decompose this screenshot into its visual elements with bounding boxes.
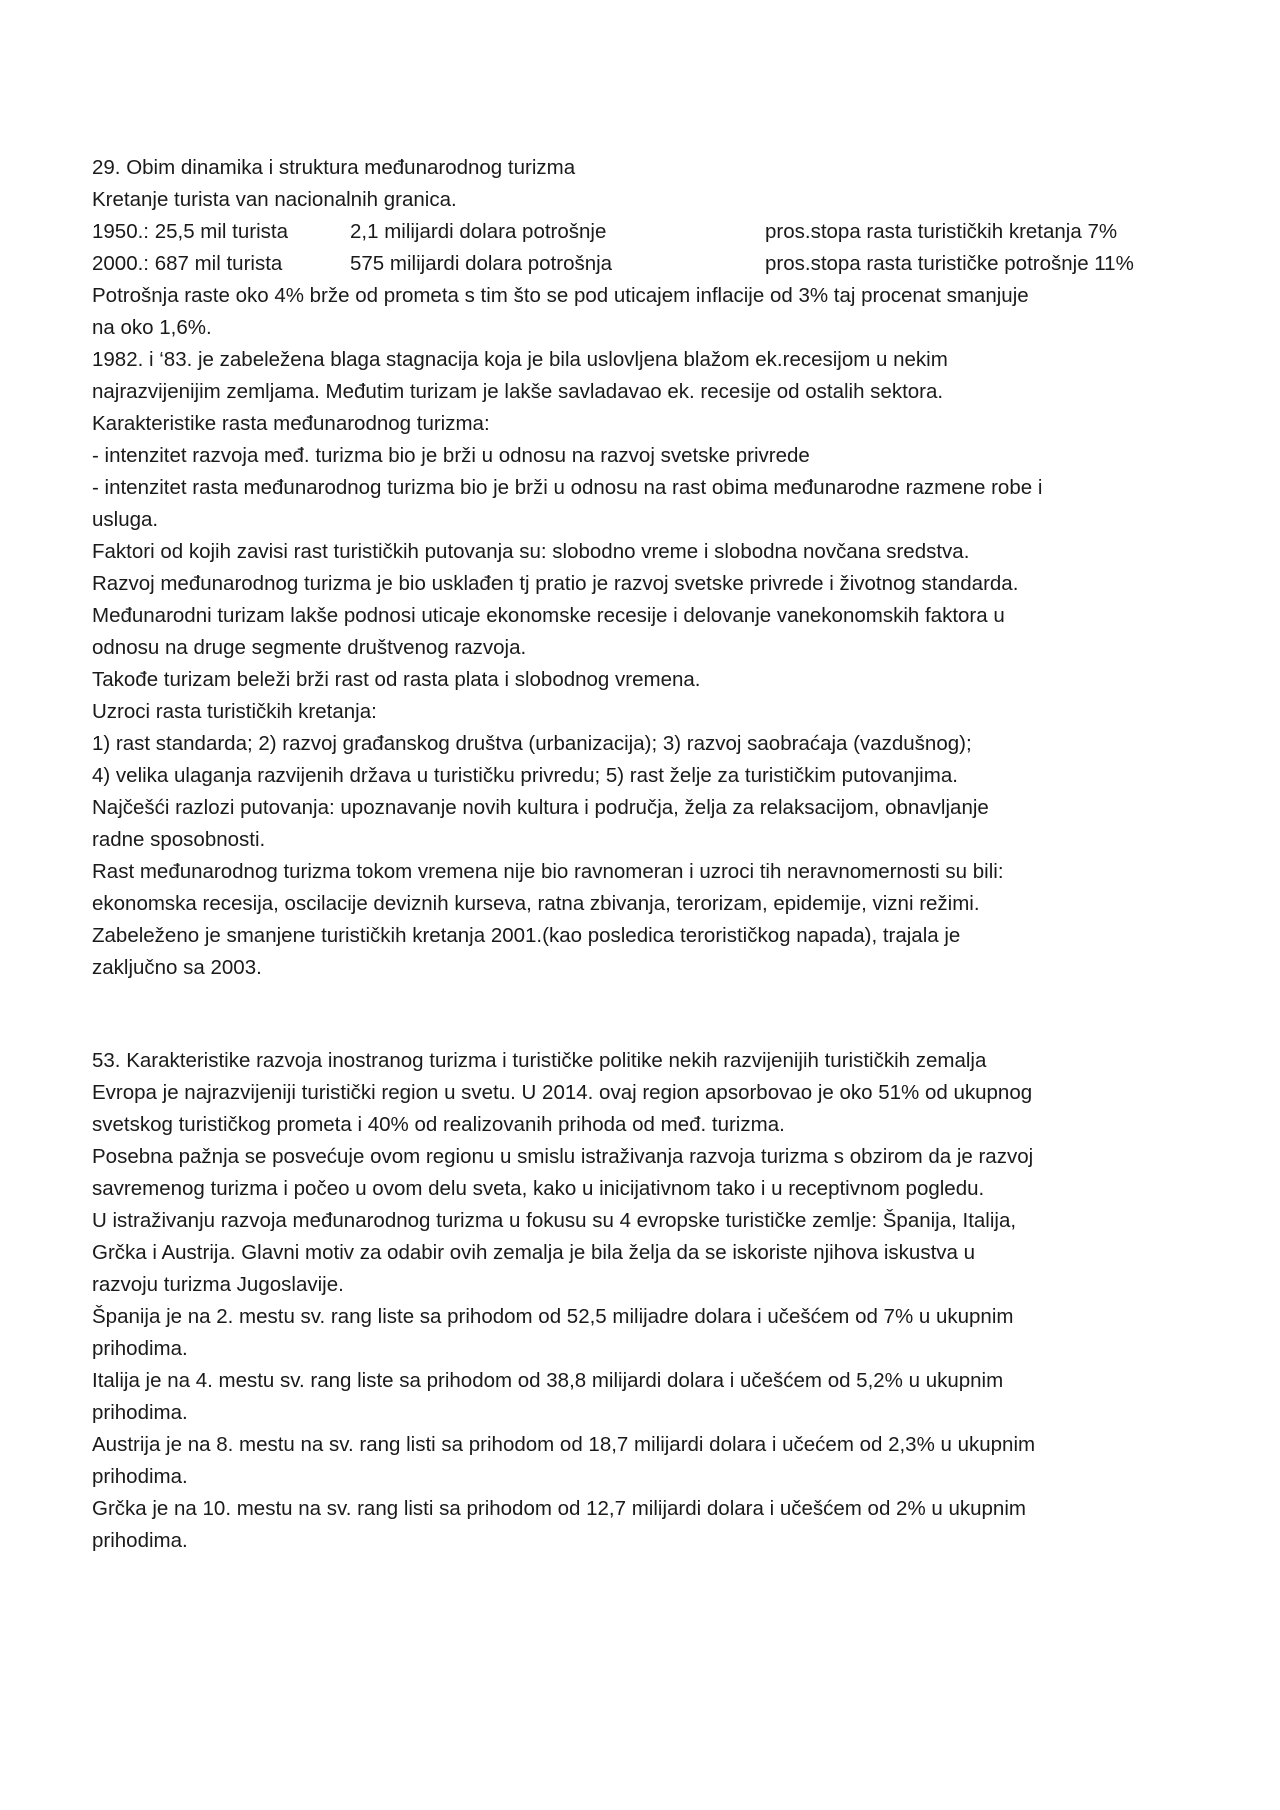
- stats-spending: 2,1 milijardi dolara potrošnje: [350, 220, 607, 243]
- stats-rate: pros.stopa rasta turističkih kretanja 7%: [765, 220, 1118, 243]
- text-line: odnosu na druge segmente društvenog razvoja.: [92, 636, 527, 659]
- document-page: [92, 152, 1212, 1557]
- text-line: Faktori od kojih zavisi rast turističkih putovanja su: slobodno vreme i slobodna novčana sredstva.: [92, 540, 970, 563]
- text-line: Karakteristike rasta međunarodnog turizma:: [92, 412, 490, 435]
- text-line: - intenzitet rasta međunarodnog turizma bio je brži u odnosu na rast obima međunarodne razmene robe i: [92, 476, 1043, 499]
- text-line: Grčka je na 10. mestu na sv. rang listi sa prihodom od 12,7 milijardi dolara i učešćem od 2% u ukupnim: [92, 1497, 1026, 1520]
- stats-rate: pros.stopa rasta turističke potrošnje 11%: [765, 252, 1134, 275]
- stats-row: [92, 216, 1212, 248]
- text-line: U istraživanju razvoja međunarodnog turizma u fokusu su 4 evropske turističke zemlje: Španija, Italija,: [92, 1209, 1017, 1232]
- text-line: Rast međunarodnog turizma tokom vremena nije bio ravnomeran i uzroci tih neravnomernosti su bili:: [92, 860, 1004, 883]
- text-line: najrazvijenijim zemljama. Međutim turizam je lakše savladavao ek. recesije od ostalih sektora.: [92, 380, 944, 403]
- text-line: Uzroci rasta turističkih kretanja:: [92, 700, 377, 723]
- stats-row: [92, 248, 1212, 280]
- text-line: Evropa je najrazvijeniji turistički region u svetu. U 2014. ovaj region apsorbovao je oko 51% od ukupnog: [92, 1081, 1033, 1104]
- text-line: Austrija je na 8. mestu na sv. rang listi sa prihodom od 18,7 milijardi dolara i učećem od 2,3% u ukupnim: [92, 1433, 1036, 1456]
- stats-year-tourists: 2000.: 687 mil turista: [92, 252, 283, 275]
- section-heading: 53. Karakteristike razvoja inostranog turizma i turističke politike nekih razvijenijih turističkih zemalja: [92, 1049, 987, 1072]
- section-intro: Kretanje turista van nacionalnih granica.: [92, 188, 457, 211]
- text-line: Takođe turizam beleži brži rast od rasta plata i slobodnog vremena.: [92, 668, 701, 691]
- text-line: 1982. i ‘83. je zabeležena blaga stagnacija koja je bila uslovljena blažom ek.recesijom u nekim: [92, 348, 948, 371]
- stats-spending: 575 milijardi dolara potrošnja: [350, 252, 613, 275]
- text-line: Međunarodni turizam lakše podnosi uticaje ekonomske recesije i delovanje vanekonomskih faktora u: [92, 604, 1005, 627]
- text-line: savremenog turizma i počeo u ovom delu sveta, kako u inicijativnom tako i u receptivnom pogledu.: [92, 1177, 985, 1200]
- text-line: Posebna pažnja se posvećuje ovom regionu u smislu istraživanja razvoja turizma s obzirom da je razvoj: [92, 1145, 1034, 1168]
- section-53: [92, 1045, 1212, 1557]
- text-line: zaključno sa 2003.: [92, 956, 262, 979]
- text-line: prihodima.: [92, 1401, 188, 1424]
- text-line: Španija je na 2. mestu sv. rang liste sa prihodom od 52,5 milijadre dolara i učešćem od 7% u ukupnim: [92, 1305, 1014, 1328]
- text-line: prihodima.: [92, 1529, 188, 1552]
- text-line: Razvoj međunarodnog turizma je bio usklađen tj pratio je razvoj svetske privrede i životnog standarda.: [92, 572, 1019, 595]
- text-line: Potrošnja raste oko 4% brže od prometa s tim što se pod uticajem inflacije od 3% taj procenat smanjuje: [92, 284, 1029, 307]
- text-line: na oko 1,6%.: [92, 316, 212, 339]
- text-line: 1) rast standarda; 2) razvoj građanskog društva (urbanizacija); 3) razvoj saobraćaja (vazdušnog);: [92, 732, 972, 755]
- text-line: prihodima.: [92, 1465, 188, 1488]
- text-line: Zabeleženo je smanjene turističkih kretanja 2001.(kao posledica terorističkog napada), trajala je: [92, 924, 961, 947]
- text-line: Grčka i Austrija. Glavni motiv za odabir ovih zemalja je bila želja da se iskoriste njihova iskustva u: [92, 1241, 976, 1264]
- section-heading: 29. Obim dinamika i struktura međunarodnog turizma: [92, 156, 576, 179]
- section-29: [92, 152, 1212, 984]
- section-gap: [92, 984, 1212, 1045]
- text-line: svetskog turističkog prometa i 40% od realizovanih prihoda od međ. turizma.: [92, 1113, 785, 1136]
- text-line: radne sposobnosti.: [92, 828, 266, 851]
- text-line: Italija je na 4. mestu sv. rang liste sa prihodom od 38,8 milijardi dolara i učešćem od 5,2% u ukupnim: [92, 1369, 1004, 1392]
- text-line: razvoju turizma Jugoslavije.: [92, 1273, 344, 1296]
- text-line: - intenzitet razvoja međ. turizma bio je brži u odnosu na razvoj svetske privrede: [92, 444, 810, 467]
- text-line: Najčešći razlozi putovanja: upoznavanje novih kultura i područja, želja za relaksacijom, obnavljanje: [92, 796, 989, 819]
- text-line: prihodima.: [92, 1337, 188, 1360]
- stats-year-tourists: 1950.: 25,5 mil turista: [92, 220, 288, 243]
- text-line: usluga.: [92, 508, 159, 531]
- text-line: 4) velika ulaganja razvijenih država u turističku privredu; 5) rast želje za turističkim putovanjima.: [92, 764, 958, 787]
- text-line: ekonomska recesija, oscilacije deviznih kurseva, ratna zbivanja, terorizam, epidemije, vizni režimi.: [92, 892, 980, 915]
